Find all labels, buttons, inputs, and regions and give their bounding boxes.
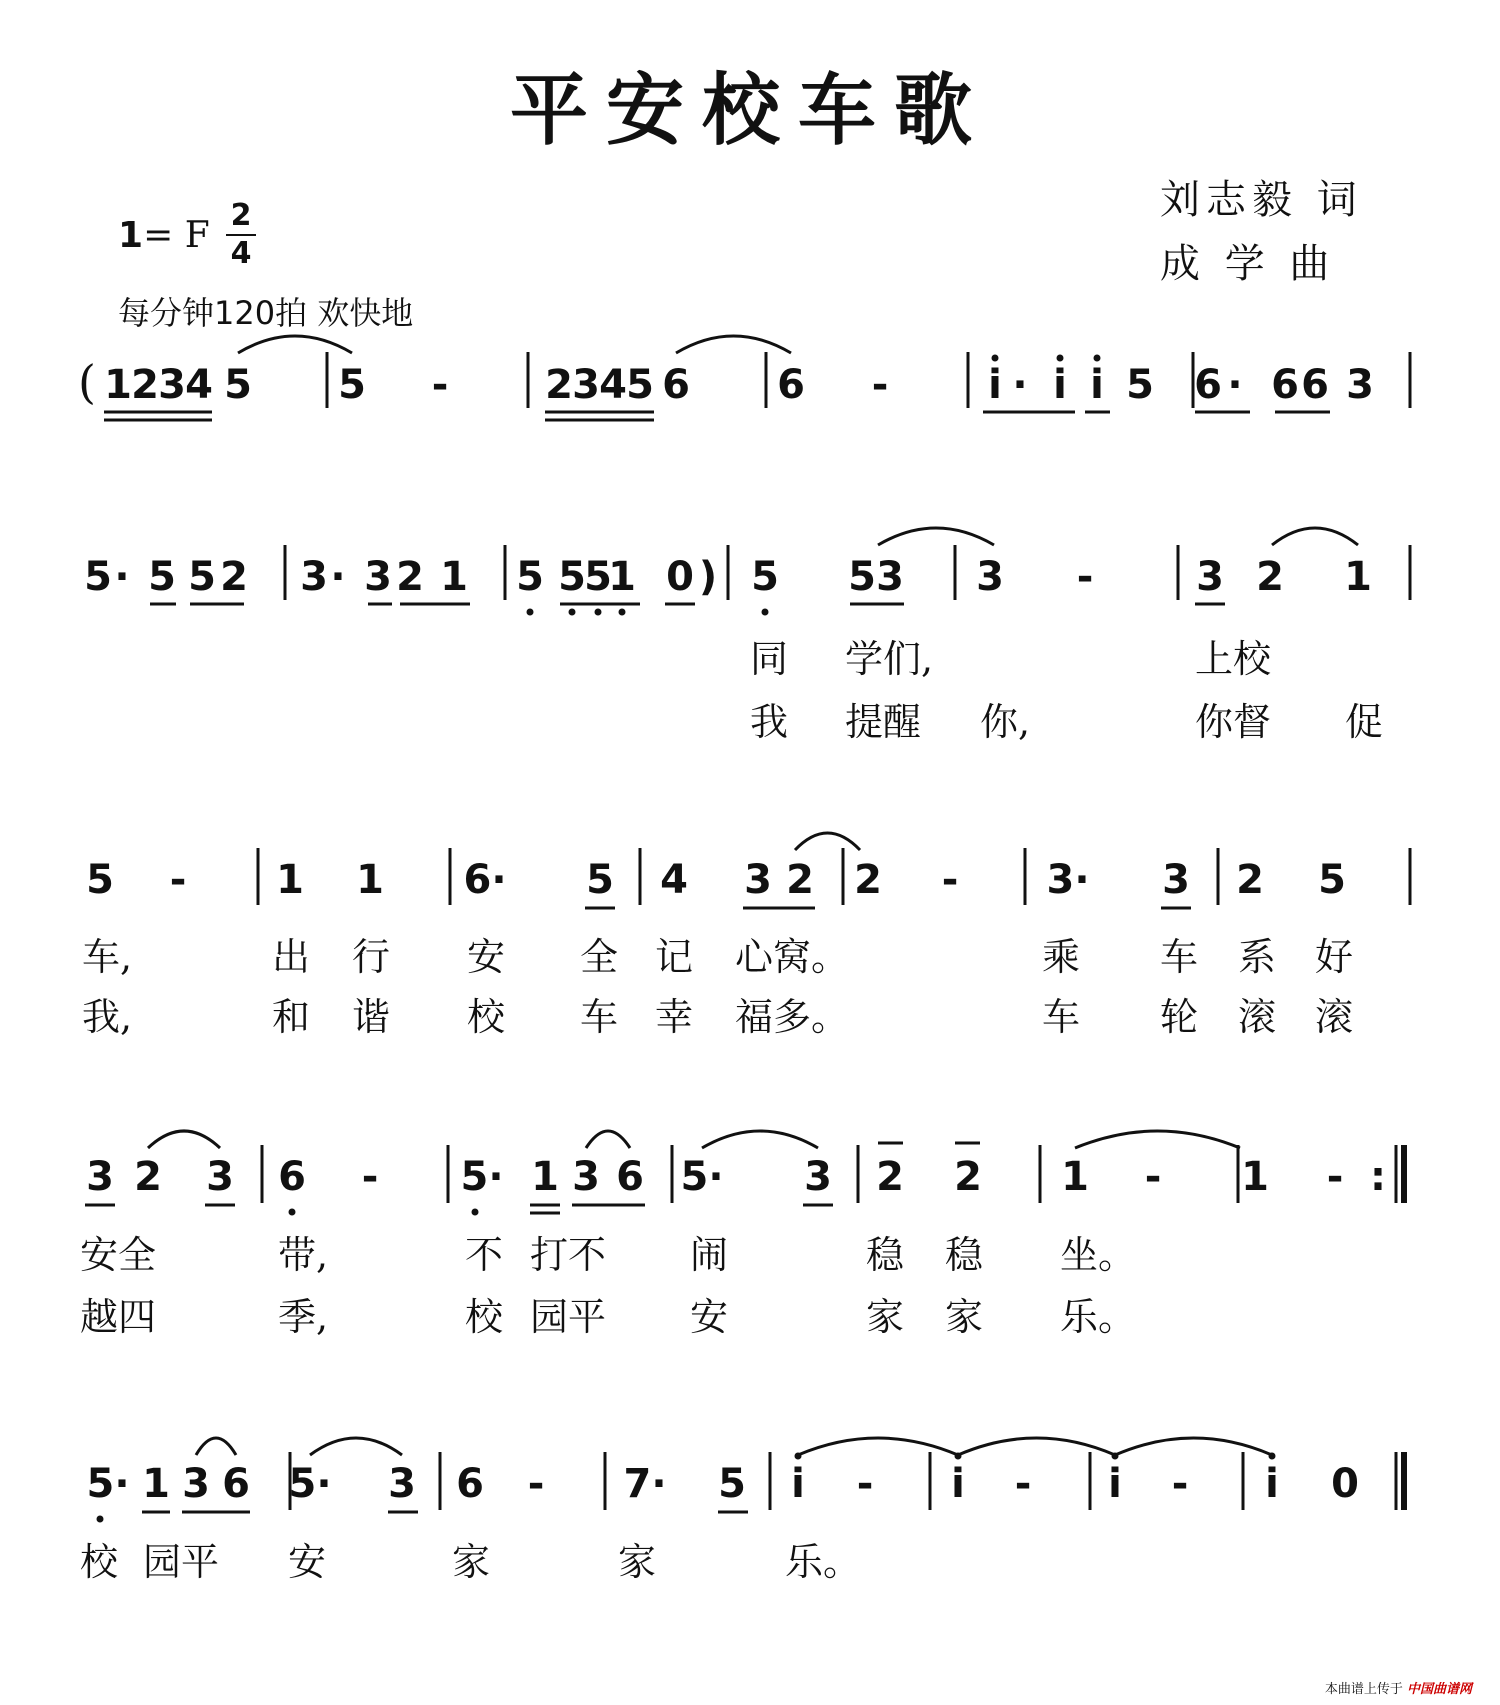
verse1-lyric: 打不 xyxy=(530,1233,607,1277)
row1-note: 3 xyxy=(572,362,600,408)
row5-note: i xyxy=(951,1461,965,1507)
row2-note: 3 xyxy=(300,554,328,600)
verse1-lyric: 不 xyxy=(465,1233,504,1277)
row5-note: 5 xyxy=(718,1461,746,1507)
verse1-lyric: 车, xyxy=(82,935,133,979)
octave-dot xyxy=(992,355,999,362)
verse2-lyric: 和 xyxy=(272,995,311,1039)
row3-note: 2 xyxy=(1236,857,1264,903)
row4-note: - xyxy=(1144,1154,1162,1200)
row5-note: - xyxy=(527,1461,545,1507)
row1-note: 3 xyxy=(158,362,186,408)
lyricist-credit: 刘志毅 词 xyxy=(1160,177,1363,223)
row4-note: 3 xyxy=(206,1154,234,1200)
row1-note: 6 xyxy=(1301,362,1329,408)
row3-note: 5 xyxy=(86,857,114,903)
verse1-lyric: 心窝。 xyxy=(735,935,850,979)
row2-note: 5 xyxy=(584,554,612,600)
octave-dot xyxy=(1094,355,1101,362)
key-note: F xyxy=(184,215,210,256)
octave-dot xyxy=(472,1209,479,1216)
verse1-lyric: 上校 xyxy=(1195,637,1272,681)
row1-note: 3 xyxy=(1346,362,1374,408)
row5-note: - xyxy=(856,1461,874,1507)
row5-note: 6 xyxy=(456,1461,484,1507)
row3-note: 5 xyxy=(586,857,614,903)
row4-note: 1 xyxy=(1061,1154,1089,1200)
row4-note: 6 xyxy=(616,1154,644,1200)
row2-note: 1 xyxy=(440,554,468,600)
verse2-lyric: 车 xyxy=(580,995,619,1039)
row4-note: 2 xyxy=(134,1154,162,1200)
verse1-lyric: 行 xyxy=(352,935,391,979)
tie-arc xyxy=(1075,1131,1240,1148)
row3-note: 1 xyxy=(276,857,304,903)
row5-note: 7· xyxy=(623,1461,667,1507)
row2-note: 3 xyxy=(1196,554,1224,600)
tie-arc xyxy=(878,528,994,545)
row1-note: · xyxy=(1012,362,1028,408)
row2-note: 3 xyxy=(876,554,904,600)
row3-note: 3 xyxy=(1162,857,1190,903)
verse2-lyric: 校 xyxy=(465,1295,504,1339)
row1-note: 6 xyxy=(1194,362,1222,408)
row2-note: 5 xyxy=(848,554,876,600)
octave-dot xyxy=(595,609,602,616)
row3-note: - xyxy=(169,857,187,903)
tie-arc xyxy=(676,336,791,353)
tie-arc xyxy=(1115,1438,1272,1455)
row3-note: 5 xyxy=(1318,857,1346,903)
octave-dot xyxy=(569,609,576,616)
row2-note: · xyxy=(330,554,346,600)
tie-arc xyxy=(196,1438,236,1455)
repeat-dots: : xyxy=(1370,1154,1386,1200)
paren-open: ( xyxy=(78,355,96,409)
row2-note: 2 xyxy=(396,554,424,600)
row2-note: 1 xyxy=(1344,554,1372,600)
key-tonic: 1 xyxy=(118,215,144,256)
row5-note: 0 xyxy=(1331,1461,1359,1507)
row1-note: i xyxy=(988,362,1002,408)
upload-footer xyxy=(1325,1678,1472,1697)
row1-note: 2 xyxy=(545,362,573,408)
row1-note: 6 xyxy=(662,362,690,408)
verse1-lyric: 同 xyxy=(750,637,789,681)
octave-dot xyxy=(289,1209,296,1216)
row5-note: 5· xyxy=(86,1461,130,1507)
row1-note: 5 xyxy=(338,362,366,408)
row1-note: 6 xyxy=(1271,362,1299,408)
row4-note: 3 xyxy=(86,1154,114,1200)
row2-note: 5 xyxy=(84,554,112,600)
verse1-lyric: 系 xyxy=(1238,935,1277,979)
verse2-lyric: 车 xyxy=(1042,995,1081,1039)
verse2-lyric: 谐 xyxy=(352,995,391,1039)
tie-arc xyxy=(586,1131,630,1148)
row5-note: i xyxy=(1265,1461,1279,1507)
verse1-lyric: 闹 xyxy=(690,1233,729,1277)
row1-note: 6 xyxy=(777,362,805,408)
tempo-marking: 每分钟120拍 欢快地 xyxy=(118,294,414,332)
row2-note: 3 xyxy=(976,554,1004,600)
verse1-lyric: 记 xyxy=(655,935,694,979)
verse1-lyric: 出 xyxy=(272,935,311,979)
row2-note: 5 xyxy=(751,554,779,600)
tie-arc xyxy=(702,1131,818,1148)
verse2-lyric: 安 xyxy=(690,1295,729,1339)
verse2-lyric: 轮 xyxy=(1160,995,1199,1039)
verse2-lyric: 越四 xyxy=(80,1295,157,1339)
row1-note: i xyxy=(1090,362,1104,408)
row2-note: 0 xyxy=(666,554,694,600)
octave-dot xyxy=(619,609,626,616)
verse1-lyric: 坐。 xyxy=(1060,1233,1137,1277)
row4-note: 6 xyxy=(278,1154,306,1200)
row1-note: · xyxy=(1227,362,1243,408)
row5-note: 5· xyxy=(288,1461,332,1507)
verse1-lyric: 好 xyxy=(1315,935,1354,979)
octave-dot xyxy=(527,609,534,616)
verse2-lyric: 滚 xyxy=(1315,995,1354,1039)
row1-note: 5 xyxy=(1126,362,1154,408)
verse2-lyric: 季, xyxy=(278,1295,329,1339)
verse2-lyric: 我 xyxy=(750,700,789,744)
row5-note: i xyxy=(1108,1461,1122,1507)
verse2-lyric: 提醒 xyxy=(845,700,922,744)
row3-note: - xyxy=(941,857,959,903)
verse1-lyric: 乐。 xyxy=(785,1540,862,1584)
row1-note: 1 xyxy=(104,362,132,408)
verse2-lyric: 滚 xyxy=(1238,995,1277,1039)
verse1-lyric: 校 xyxy=(80,1540,119,1584)
row2-note: 5 xyxy=(516,554,544,600)
verse2-lyric: 我, xyxy=(82,995,133,1039)
verse1-lyric: 安 xyxy=(288,1540,327,1584)
octave-dot xyxy=(762,609,769,616)
verse1-lyric: 乘 xyxy=(1042,935,1081,979)
row1-note: 2 xyxy=(131,362,159,408)
verse2-lyric: 促 xyxy=(1345,700,1384,744)
tie-arc xyxy=(148,1131,220,1148)
row4-note: 1 xyxy=(1241,1154,1269,1200)
row1-note: 4 xyxy=(185,362,213,408)
row1-note: - xyxy=(431,362,449,408)
row2-note: 1 xyxy=(608,554,636,600)
verse1-lyric: 安全 xyxy=(80,1233,157,1277)
verse2-lyric: 园平 xyxy=(530,1295,607,1339)
verse1-lyric: 安 xyxy=(467,935,506,979)
tie-arc xyxy=(1272,528,1358,545)
row5-note: - xyxy=(1014,1461,1032,1507)
row2-note: 5 xyxy=(188,554,216,600)
row5-note: 3 xyxy=(182,1461,210,1507)
row5-note: - xyxy=(1171,1461,1189,1507)
verse1-lyric: 园平 xyxy=(143,1540,220,1584)
verse1-lyric: 稳 xyxy=(945,1233,984,1277)
verse1-lyric: 学们, xyxy=(845,637,934,681)
row3-note: 1 xyxy=(356,857,384,903)
verse1-lyric: 家 xyxy=(452,1540,491,1584)
verse1-lyric: 全 xyxy=(580,935,619,979)
footer-prefix: 本曲谱上传于 xyxy=(1324,1682,1403,1697)
row4-note: 3 xyxy=(804,1154,832,1200)
row2-note: 5 xyxy=(558,554,586,600)
verse2-lyric: 你督 xyxy=(1195,700,1272,744)
row4-note: 1 xyxy=(531,1154,559,1200)
tie-arc xyxy=(310,1438,402,1455)
row1-note: 5 xyxy=(224,362,252,408)
row4-note: 3 xyxy=(572,1154,600,1200)
verse2-lyric: 幸 xyxy=(655,995,694,1039)
row1-note: 5 xyxy=(626,362,654,408)
row2-note: 3 xyxy=(364,554,392,600)
row2-note: 2 xyxy=(1256,554,1284,600)
row3-note: 2 xyxy=(786,857,814,903)
verse2-lyric: 家 xyxy=(945,1295,984,1339)
row1-note: - xyxy=(871,362,889,408)
row3-note: 6· xyxy=(463,857,507,903)
verse2-lyric: 你, xyxy=(980,700,1031,744)
key-equals: = xyxy=(143,215,174,256)
verse2-lyric: 福多。 xyxy=(735,995,850,1039)
row4-note: 5· xyxy=(680,1154,724,1200)
row1-note: 4 xyxy=(599,362,627,408)
row3-note: 4 xyxy=(660,857,688,903)
verse1-lyric: 车 xyxy=(1160,935,1199,979)
time-signature-top: 2 xyxy=(230,198,252,233)
verse1-lyric: 家 xyxy=(618,1540,657,1584)
row4-note: 2 xyxy=(876,1154,904,1200)
row4-note: 5· xyxy=(460,1154,504,1200)
row2-note: - xyxy=(1076,554,1094,600)
row2-note: 2 xyxy=(220,554,248,600)
octave-dot xyxy=(1057,355,1064,362)
tie-arc xyxy=(238,336,352,353)
row2-note: 5 xyxy=(148,554,176,600)
row4-note: - xyxy=(361,1154,379,1200)
verse2-lyric: 校 xyxy=(467,995,506,1039)
verse2-lyric: 乐。 xyxy=(1060,1295,1137,1339)
tie-arc xyxy=(798,1438,958,1455)
row3-note: 3 xyxy=(744,857,772,903)
row5-note: 1 xyxy=(142,1461,170,1507)
row5-note: i xyxy=(791,1461,805,1507)
composer-credit: 成 学 曲 xyxy=(1160,241,1336,287)
octave-dot xyxy=(97,1516,104,1523)
tie-arc xyxy=(795,833,860,850)
row2-note: · xyxy=(114,554,130,600)
song-title: 平安校车歌 xyxy=(509,65,990,156)
time-signature-bottom: 4 xyxy=(230,236,252,271)
row5-note: 6 xyxy=(222,1461,250,1507)
row3-note: 3· xyxy=(1046,857,1090,903)
footer-site-logo: 中国曲谱网 xyxy=(1406,1682,1472,1697)
verse2-lyric: 家 xyxy=(866,1295,905,1339)
verse1-lyric: 带, xyxy=(278,1233,329,1277)
row4-note: 2 xyxy=(954,1154,982,1200)
row5-note: 3 xyxy=(388,1461,416,1507)
row1-note: i xyxy=(1053,362,1067,408)
verse1-lyric: 稳 xyxy=(866,1233,905,1277)
row3-note: 2 xyxy=(854,857,882,903)
row4-note: - xyxy=(1326,1154,1344,1200)
row2-note: ) xyxy=(698,554,718,600)
